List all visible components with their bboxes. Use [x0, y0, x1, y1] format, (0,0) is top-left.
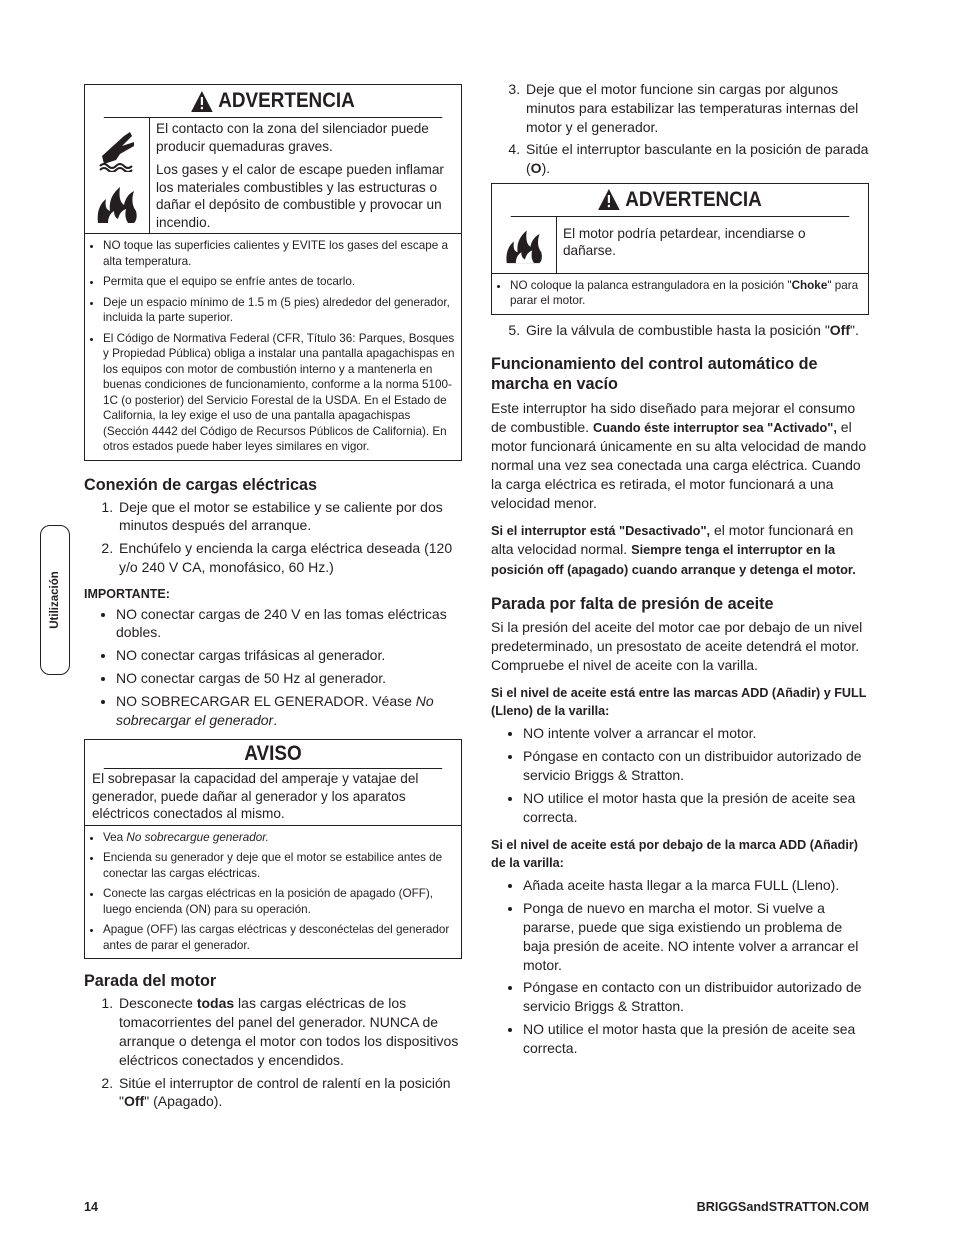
paragraph: Si la presión del aceite del motor cae por debajo de un nivel predeterminado, un presostato de aceite detendrá el motor. Compruebe el nivel de aceite con la varilla.: [491, 618, 863, 673]
notice-title: AVISO: [244, 742, 302, 766]
text-run: Si el interruptor está "Desactivado",: [491, 522, 711, 538]
text-run: O: [530, 160, 542, 177]
fire-icon: [502, 225, 546, 265]
oil-list: [491, 724, 869, 826]
steps-list: [491, 321, 869, 340]
section-heading: Parada del motor: [84, 972, 217, 991]
list-item: • NO intente volver a arrancar el motor.: [523, 724, 869, 743]
text-run: ).: [541, 160, 551, 177]
list-item: • NO conectar cargas de 240 V en las tomas eléctricas dobles.: [116, 605, 462, 643]
warning-box-exhaust: [84, 84, 462, 461]
list-item: • Conecte las cargas eléctricas en la posición de apagado (OFF), luego encienda (ON) para su operación.: [103, 886, 457, 917]
section-tab: [40, 525, 70, 675]
fire-icon: [94, 181, 140, 225]
text-run: Choke: [791, 278, 828, 292]
list-item: • NO toque las superficies calientes y EVITE los gases del escape a alta temperatura.: [103, 238, 457, 269]
section-tab-label: Utilización: [49, 571, 62, 629]
hazard-paragraph: El contacto con la zona del silenciador puede producir quemaduras graves.: [156, 121, 429, 154]
page-number: 14: [84, 1200, 99, 1214]
list-item: [524, 140, 869, 178]
hazard-icons: [492, 217, 557, 273]
warning-title: ADVERTENCIA: [218, 89, 355, 112]
list-item: • Póngase en contacto con un distribuidor autorizado de servicio Briggs & Stratton.: [523, 978, 869, 1016]
section-heading: Conexión de cargas eléctricas: [84, 475, 318, 494]
steps-list: [84, 498, 462, 577]
list-item: 1. Deje que el motor se estabilice y se caliente por dos minutos después del arranque.: [117, 498, 462, 536]
important-list: [84, 605, 462, 730]
list-item: • Encienda su generador y deje que el motor se estabilice antes de conectar las cargas eléctricas.: [103, 850, 457, 881]
list-item: • NO utilice el motor hasta que la presión de aceite sea correcta.: [523, 789, 869, 827]
list-item: [524, 321, 869, 340]
notice-box: [84, 739, 462, 959]
list-item: • Añada aceite hasta llegar a la marca FULL (Lleno).: [523, 876, 869, 895]
text-run: el motor funcionará únicamente en su alta velocidad de mando normal una vez sea conectada una carga eléctrica. Cuando la carga eléctrica es retirada, el motor funcionará a una velocidad menor.: [491, 418, 867, 511]
text-run: Siempre tenga el interruptor en la posición off (apagado) cuando arranque y detenga el motor.: [491, 542, 856, 578]
list-item: • Apague (OFF) las cargas eléctricas y desconéctelas del generador antes de parar el generador.: [103, 922, 457, 953]
website-url: BRIGGSandSTRATTON.COM: [696, 1200, 869, 1214]
hazard-text: El motor podría petardear, incendiarse o dañarse.: [563, 225, 806, 259]
text-run: Off: [123, 1093, 145, 1110]
notice-bullets: [85, 826, 461, 959]
warning-triangle-icon: [191, 91, 213, 112]
right-column: [491, 80, 869, 1062]
list-item: • Permita que el equipo se enfríe antes de tocarlo.: [103, 274, 457, 290]
oil-list: [491, 876, 869, 1057]
list-item: [117, 1074, 462, 1112]
warning-header: [511, 184, 849, 217]
list-item: • NO utilice el motor hasta que la presión de aceite sea correcta.: [523, 1020, 869, 1058]
hazard-row: [492, 217, 868, 274]
warning-box-backfire: [491, 183, 869, 315]
text-run: todas: [196, 995, 235, 1012]
text-run: NO coloque la palanca estranguladora en la posición ": [510, 278, 792, 292]
list-item: 2. Enchúfelo y encienda la carga eléctrica deseada (120 y/o 240 V CA, monofásico, 60 Hz.): [117, 539, 462, 577]
list-item: • NO conectar cargas trifásicas al generador.: [116, 646, 462, 665]
section-heading: Parada por falta de presión de aceite: [491, 594, 774, 613]
subheading: Si el nivel de aceite está entre las marcas ADD (Añadir) y FULL (Lleno) de la varilla:: [491, 686, 867, 719]
list-item: [103, 830, 457, 846]
notice-text: El sobrepasar la capacidad del amperaje y vatajae del generador, puede dañar al generador y los aparatos eléctricos conectados al mismo.: [85, 769, 461, 826]
paragraph: [491, 521, 869, 580]
text-run: Off: [829, 321, 851, 338]
paragraph: [491, 399, 869, 513]
left-column: [84, 84, 462, 1115]
notice-header: [104, 740, 442, 769]
text-run: Desconecte: [119, 995, 197, 1012]
warning-bullets: [85, 234, 461, 460]
list-item: 3. Deje que el motor funcione sin cargas por algunos minutos para estabilizar las temperaturas internas del motor y el generador.: [524, 80, 869, 136]
text-run: " para parar el motor.: [510, 278, 859, 308]
list-item: • NO conectar cargas de 50 Hz al generador.: [116, 669, 462, 688]
steps-list: [491, 80, 869, 178]
hazard-row: [85, 118, 461, 234]
text-run: las cargas eléctricas de los tomacorrientes del panel del generador. NUNCA de arranque o detenga el motor con todos los dispositivos eléctricos conectados y encendidos.: [119, 995, 459, 1068]
steps-list: [84, 994, 462, 1111]
cross-reference: No sobrecargar el generador: [116, 692, 434, 728]
text-run: Vea: [103, 830, 127, 844]
text-run: NO SOBRECARGAR EL GENERADOR. Véase: [116, 692, 416, 709]
subheading: Si el nivel de aceite está por debajo de la marca ADD (Añadir) de la varilla:: [491, 838, 858, 871]
important-label: IMPORTANTE:: [84, 586, 170, 601]
warning-header: [104, 85, 442, 118]
text-run: Gire la válvula de combustible hasta la posición ": [526, 321, 830, 338]
warning-title: ADVERTENCIA: [625, 187, 762, 211]
list-item: • Deje un espacio mínimo de 1.5 m (5 pies) alrededor del generador, incluida la parte superior.: [103, 295, 457, 326]
burn-hand-icon: [94, 126, 140, 172]
list-item: • Ponga de nuevo en marcha el motor. Si vuelve a pararse, puede que siga existiendo un problema de baja presión de aceite. NO intente volver a arrancar el motor.: [523, 899, 869, 974]
text-run: Sitúe el interruptor de control de ralentí en la posición ": [119, 1074, 451, 1110]
hazard-paragraph: Los gases y el calor de escape pueden inflamar los materiales combustibles y las estructuras o dañar el depósito de combustible y provocar un incendio.: [156, 162, 444, 230]
list-item: • Póngase en contacto con un distribuidor autorizado de servicio Briggs & Stratton.: [523, 747, 869, 785]
list-item: • El Código de Normativa Federal (CFR, Título 36: Parques, Bosques y Propiedad Pública) obliga a instalar una pantalla apagachispas en los equipos con motor de combustión interno y a mantenerla en buenas condiciones de funcionamiento, conforme a la norma 5100-1C (o posterior) del Servicio Forestal de la USDA. En el Estado de California, la ley exige el uso de una pantalla apagachispas (Sección 4442 del Código de Recursos Públicos de California). En otros estados puede haber leyes similares en vigor.: [103, 331, 457, 455]
text-run: Cuando éste interruptor sea "Activado",: [592, 419, 837, 435]
list-item: [117, 994, 462, 1069]
text-run: .: [273, 711, 278, 728]
hazard-icons: [85, 118, 150, 233]
hazard-text: [150, 118, 461, 233]
list-item: [510, 278, 864, 309]
text-run: Sitúe el interruptor basculante en la posición de parada (: [526, 141, 869, 177]
warning-bullets: [492, 274, 868, 314]
text-run: Este interruptor ha sido diseñado para mejorar el consumo de combustible.: [491, 399, 856, 435]
cross-reference: No sobrecargue generador.: [126, 830, 269, 844]
warning-triangle-icon: [598, 189, 620, 210]
section-heading: Funcionamiento del control automático de marcha en vacío: [491, 354, 818, 393]
list-item: [116, 692, 462, 730]
text-run: ".: [850, 321, 859, 338]
text-run: " (Apagado).: [144, 1093, 223, 1110]
text-run: el motor funcionará en alta velocidad normal.: [491, 521, 854, 558]
